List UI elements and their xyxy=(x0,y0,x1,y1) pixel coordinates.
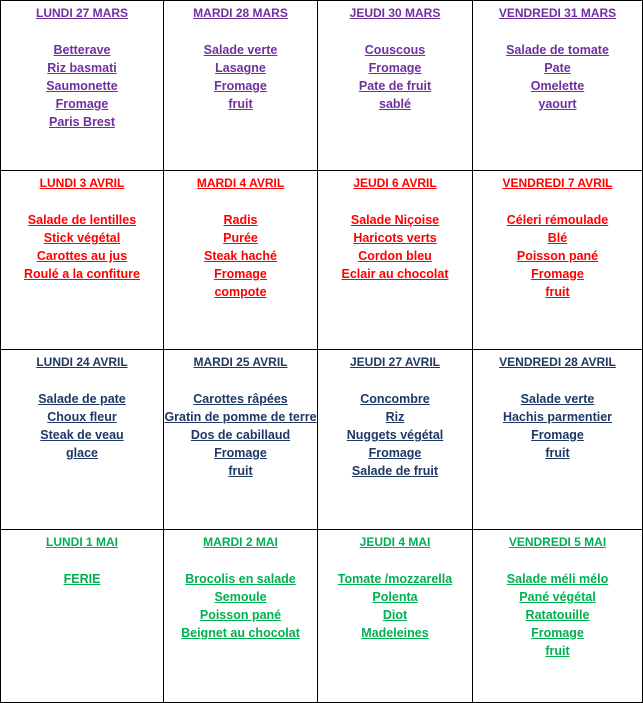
dish-list xyxy=(318,390,472,480)
dish-item: compote xyxy=(214,285,267,299)
dish-item: Riz basmati xyxy=(47,61,117,75)
dish-item: Fromage xyxy=(55,97,109,111)
dish-item: Pané végétal xyxy=(519,590,596,604)
dish-item: Fromage xyxy=(368,446,422,460)
dish-item: Fromage xyxy=(214,79,267,93)
day-cell xyxy=(473,530,643,703)
day-title: LUNDI 1 MAI xyxy=(46,535,118,549)
day-cell xyxy=(473,1,643,171)
day-cell xyxy=(473,350,643,530)
dish-list xyxy=(473,570,642,660)
day-title: JEUDI 6 AVRIL xyxy=(353,176,437,190)
dish-list xyxy=(473,390,642,462)
dish-item: Céleri rémoulade xyxy=(506,213,609,227)
dish-item: Pate de fruit xyxy=(358,79,432,93)
dish-list xyxy=(1,570,163,588)
dish-item: Poisson pané xyxy=(516,249,599,263)
dish-item: Salade Niçoise xyxy=(350,213,440,227)
dish-item: FERIE xyxy=(63,572,101,586)
dish-item: Dos de cabillaud xyxy=(190,428,291,442)
dish-item: Paris Brest xyxy=(48,115,115,129)
day-title: LUNDI 27 MARS xyxy=(35,6,128,20)
dish-item: Steak de veau xyxy=(40,428,124,442)
day-title: MARDI 28 MARS xyxy=(193,6,288,20)
day-title: JEUDI 27 AVRIL xyxy=(349,355,441,369)
dish-item: Fromage xyxy=(214,267,267,281)
day-cell xyxy=(318,171,473,350)
day-title: MARDI 25 AVRIL xyxy=(193,355,288,369)
dish-item: Salade de lentilles xyxy=(27,213,137,227)
dish-list xyxy=(318,211,472,283)
dish-item: Haricots verts xyxy=(353,231,437,245)
dish-list xyxy=(473,41,642,113)
dish-item: sablé xyxy=(379,97,411,111)
dish-list xyxy=(164,570,317,642)
dish-item: Steak haché xyxy=(204,249,277,263)
dish-item: Blé xyxy=(547,231,568,245)
dish-item: Choux fleur xyxy=(47,410,117,424)
dish-list xyxy=(1,390,163,462)
dish-item: fruit xyxy=(545,446,570,460)
dish-list xyxy=(164,390,317,480)
day-cell xyxy=(318,350,473,530)
dish-item: Madeleines xyxy=(361,626,429,640)
day-title: VENDREDI 28 AVRIL xyxy=(499,355,616,369)
dish-item: Gratin de pomme de terre xyxy=(164,410,317,424)
dish-item: Cordon bleu xyxy=(358,249,432,263)
day-title: LUNDI 24 AVRIL xyxy=(36,355,128,369)
dish-item: Nuggets végétal xyxy=(346,428,444,442)
dish-item: Salade de tomate xyxy=(506,43,609,57)
dish-item: Poisson pané xyxy=(199,608,282,622)
dish-item: Lasagne xyxy=(215,61,266,75)
dish-item: Salade verte xyxy=(520,392,595,406)
dish-item: Salade méli mélo xyxy=(506,572,609,586)
dish-item: Fromage xyxy=(531,428,584,442)
dish-list xyxy=(1,41,163,131)
day-cell xyxy=(164,1,318,171)
dish-list xyxy=(164,211,317,301)
dish-item: Fromage xyxy=(531,267,584,281)
day-title: MARDI 4 AVRIL xyxy=(196,176,285,190)
day-cell xyxy=(164,350,318,530)
day-cell xyxy=(318,530,473,703)
dish-item: Pate xyxy=(544,61,571,75)
dish-item: yaourt xyxy=(538,97,577,111)
day-cell xyxy=(164,171,318,350)
dish-item: Concombre xyxy=(360,392,430,406)
dish-item: Radis xyxy=(223,213,258,227)
dish-item: Carottes râpées xyxy=(193,392,288,406)
dish-item: Carottes au jus xyxy=(36,249,128,263)
dish-item: Omelette xyxy=(530,79,585,93)
dish-item: fruit xyxy=(228,97,253,111)
dish-list xyxy=(318,41,472,113)
day-cell xyxy=(318,1,473,171)
day-title: JEUDI 4 MAI xyxy=(359,535,431,549)
dish-item: Fromage xyxy=(368,61,422,75)
dish-item: fruit xyxy=(228,464,253,478)
dish-item: Betterave xyxy=(53,43,111,57)
week-row xyxy=(1,1,643,171)
dish-item: Hachis parmentier xyxy=(502,410,613,424)
day-title: JEUDI 30 MARS xyxy=(349,6,441,20)
day-cell xyxy=(473,171,643,350)
dish-item: fruit xyxy=(545,285,570,299)
dish-item: Semoule xyxy=(214,590,267,604)
menu-grid-body xyxy=(1,1,643,703)
dish-item: Fromage xyxy=(531,626,584,640)
dish-item: Eclair au chocolat xyxy=(341,267,449,281)
dish-item: Fromage xyxy=(214,446,267,460)
dish-item: fruit xyxy=(545,644,570,658)
dish-item: Diot xyxy=(382,608,408,622)
dish-item: Saumonette xyxy=(46,79,118,93)
dish-item: glace xyxy=(66,446,98,460)
dish-list xyxy=(318,570,472,642)
dish-item: Salade verte xyxy=(203,43,278,57)
dish-item: Salade de pate xyxy=(38,392,126,406)
day-title: VENDREDI 31 MARS xyxy=(498,6,617,20)
dish-item: Tomate /mozzarella xyxy=(337,572,453,586)
dish-item: Polenta xyxy=(372,590,418,604)
week-row xyxy=(1,530,643,703)
dish-item: Beignet au chocolat xyxy=(181,626,300,640)
day-title: MARDI 2 MAI xyxy=(203,535,278,549)
dish-item: Roulé a la confiture xyxy=(24,267,140,281)
day-cell xyxy=(164,530,318,703)
dish-item: Purée xyxy=(223,231,258,245)
dish-item: Riz xyxy=(385,410,405,424)
day-cell xyxy=(1,350,164,530)
week-row xyxy=(1,350,643,530)
dish-list xyxy=(1,211,163,283)
dish-item: Brocolis en salade xyxy=(185,572,296,586)
dish-item: Stick végétal xyxy=(43,231,121,245)
dish-list xyxy=(473,211,642,301)
dish-item: Salade de fruit xyxy=(351,464,439,478)
day-title: VENDREDI 5 MAI xyxy=(508,535,607,549)
week-row xyxy=(1,171,643,350)
day-title: LUNDI 3 AVRIL xyxy=(39,176,125,190)
day-title: VENDREDI 7 AVRIL xyxy=(502,176,613,190)
dish-item: Couscous xyxy=(364,43,426,57)
dish-list xyxy=(164,41,317,113)
dish-item: Ratatouille xyxy=(525,608,590,622)
day-cell xyxy=(1,1,164,171)
day-cell xyxy=(1,171,164,350)
day-cell xyxy=(1,530,164,703)
